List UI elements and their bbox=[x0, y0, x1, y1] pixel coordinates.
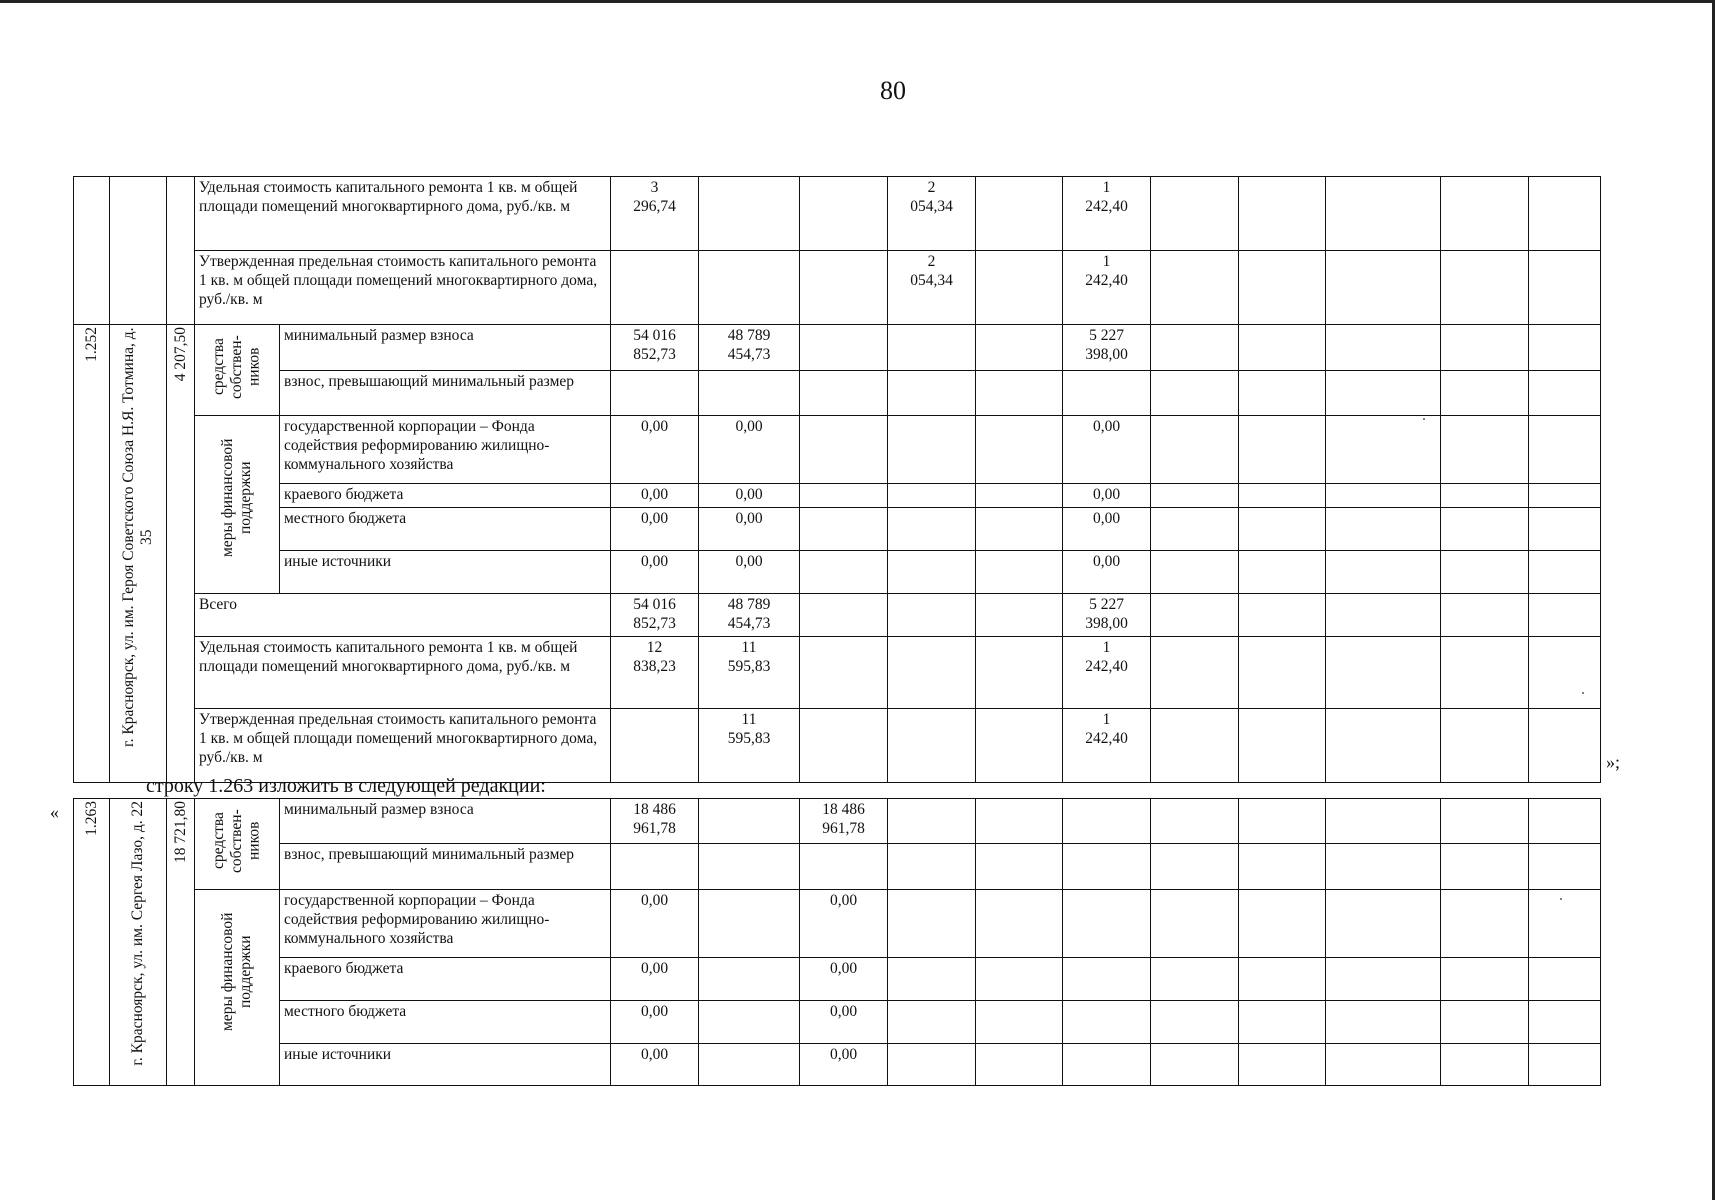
empty-cell bbox=[1151, 483, 1239, 507]
empty-cell bbox=[1151, 889, 1239, 957]
empty-cell bbox=[1529, 177, 1601, 251]
empty-cell bbox=[1326, 251, 1441, 325]
empty-cell bbox=[1529, 957, 1601, 1000]
empty-cell bbox=[1239, 483, 1326, 507]
empty-cell bbox=[1151, 177, 1239, 251]
amount-cell bbox=[1063, 370, 1151, 415]
empty-cell bbox=[1441, 844, 1529, 889]
amount-cell: 2 054,34 bbox=[888, 251, 976, 325]
amount-cell bbox=[976, 1043, 1063, 1085]
empty-cell bbox=[1239, 593, 1326, 636]
empty-cell bbox=[1326, 799, 1441, 844]
table-row bbox=[74, 507, 1601, 550]
amount-cell bbox=[976, 370, 1063, 415]
row-label: иные источники bbox=[280, 550, 611, 593]
empty-cell bbox=[1529, 844, 1601, 889]
owners-group-cell bbox=[195, 799, 280, 890]
table-row bbox=[74, 550, 1601, 593]
amount-cell: 0,00 bbox=[800, 1043, 888, 1085]
amount-cell bbox=[976, 507, 1063, 550]
entry-address-cell bbox=[110, 325, 167, 783]
empty-cell bbox=[1239, 415, 1326, 483]
empty-cell bbox=[1529, 889, 1601, 957]
empty-cell bbox=[1441, 799, 1529, 844]
entry-address: г. Красноярск, ул. им. Сергея Лазо, д. 22 bbox=[129, 801, 147, 1066]
amount-cell: 54 016 852,73 bbox=[611, 325, 699, 371]
carry-area-cell bbox=[167, 177, 195, 325]
amount-cell bbox=[1063, 1043, 1151, 1085]
scan-speck bbox=[1560, 898, 1562, 900]
amount-cell: 18 486 961,78 bbox=[800, 799, 888, 844]
amount-cell: 0,00 bbox=[611, 483, 699, 507]
empty-cell bbox=[1529, 550, 1601, 593]
amount-cell bbox=[611, 370, 699, 415]
amount-cell bbox=[1063, 844, 1151, 889]
empty-cell bbox=[1239, 708, 1326, 782]
entry-area-cell bbox=[167, 325, 195, 783]
amount-cell: 1 242,40 bbox=[1063, 708, 1151, 782]
repair-plan-table-1263 bbox=[73, 798, 1601, 1086]
empty-cell bbox=[1441, 1043, 1529, 1085]
empty-cell bbox=[1151, 1043, 1239, 1085]
table-row bbox=[74, 1043, 1601, 1085]
amount-cell: 0,00 bbox=[699, 507, 800, 550]
empty-cell bbox=[1441, 177, 1529, 251]
empty-cell bbox=[1529, 799, 1601, 844]
entry-area-cell bbox=[167, 799, 195, 1086]
carry-address-cell bbox=[110, 177, 167, 325]
empty-cell bbox=[1239, 550, 1326, 593]
amount-cell: 2 054,34 bbox=[888, 177, 976, 251]
row-label: государственной корпорации – Фонда содействия реформированию жилищно-коммунального хозяйства bbox=[280, 415, 611, 483]
table-row bbox=[74, 1000, 1601, 1043]
empty-cell bbox=[1529, 370, 1601, 415]
amount-cell bbox=[699, 844, 800, 889]
amount-cell bbox=[888, 507, 976, 550]
empty-cell bbox=[1441, 370, 1529, 415]
empty-cell bbox=[1441, 708, 1529, 782]
empty-cell bbox=[1326, 177, 1441, 251]
empty-cell bbox=[1441, 1000, 1529, 1043]
empty-cell bbox=[1151, 251, 1239, 325]
empty-cell bbox=[1151, 799, 1239, 844]
empty-cell bbox=[1239, 957, 1326, 1000]
amount-cell bbox=[976, 636, 1063, 708]
empty-cell bbox=[1326, 507, 1441, 550]
row-label: Всего bbox=[195, 593, 611, 636]
empty-cell bbox=[1529, 415, 1601, 483]
empty-cell bbox=[1529, 1000, 1601, 1043]
empty-cell bbox=[1441, 483, 1529, 507]
entry-address-cell bbox=[110, 799, 167, 1086]
amount-cell bbox=[888, 1043, 976, 1085]
amount-cell bbox=[888, 799, 976, 844]
amount-cell: 11 595,83 bbox=[699, 708, 800, 782]
empty-cell bbox=[1239, 370, 1326, 415]
empty-cell bbox=[1151, 1000, 1239, 1043]
amount-cell bbox=[976, 708, 1063, 782]
amount-cell: 54 016 852,73 bbox=[611, 593, 699, 636]
amount-cell bbox=[888, 708, 976, 782]
opening-quote: « bbox=[50, 802, 59, 822]
empty-cell bbox=[1326, 1043, 1441, 1085]
amount-cell bbox=[976, 177, 1063, 251]
amount-cell bbox=[976, 889, 1063, 957]
amount-cell: 0,00 bbox=[611, 1000, 699, 1043]
amount-cell bbox=[800, 177, 888, 251]
amount-cell bbox=[888, 889, 976, 957]
amount-cell bbox=[888, 370, 976, 415]
amount-cell: 0,00 bbox=[611, 957, 699, 1000]
entry-number: 1.263 bbox=[82, 801, 100, 836]
table-row bbox=[74, 483, 1601, 507]
amount-cell bbox=[888, 636, 976, 708]
empty-cell bbox=[1529, 483, 1601, 507]
amount-cell: 48 789 454,73 bbox=[699, 593, 800, 636]
row-label: минимальный размер взноса bbox=[280, 325, 611, 371]
amount-cell bbox=[1063, 799, 1151, 844]
empty-cell bbox=[1326, 370, 1441, 415]
row-label: местного бюджета bbox=[280, 507, 611, 550]
empty-cell bbox=[1151, 636, 1239, 708]
amount-cell: 0,00 bbox=[611, 889, 699, 957]
amount-cell bbox=[800, 507, 888, 550]
empty-cell bbox=[1326, 415, 1441, 483]
amount-cell bbox=[699, 251, 800, 325]
support-group-label: меры финансовой поддержки bbox=[219, 438, 254, 558]
empty-cell bbox=[1529, 636, 1601, 708]
support-group-cell bbox=[195, 415, 280, 593]
empty-cell bbox=[1239, 1000, 1326, 1043]
amount-cell bbox=[699, 1000, 800, 1043]
amount-cell bbox=[611, 251, 699, 325]
empty-cell bbox=[1529, 507, 1601, 550]
amount-cell: 12 838,23 bbox=[611, 636, 699, 708]
empty-cell bbox=[1151, 593, 1239, 636]
support-group-cell bbox=[195, 889, 280, 1085]
empty-cell bbox=[1239, 251, 1326, 325]
amount-cell bbox=[699, 370, 800, 415]
amount-cell bbox=[888, 844, 976, 889]
empty-cell bbox=[1151, 708, 1239, 782]
empty-cell bbox=[1151, 844, 1239, 889]
entry-area: 4 207,50 bbox=[171, 327, 189, 382]
empty-cell bbox=[1441, 636, 1529, 708]
row-label: минимальный размер взноса bbox=[280, 799, 611, 844]
empty-cell bbox=[1326, 889, 1441, 957]
empty-cell bbox=[1326, 325, 1441, 371]
empty-cell bbox=[1441, 957, 1529, 1000]
empty-cell bbox=[1529, 708, 1601, 782]
row-label: местного бюджета bbox=[280, 1000, 611, 1043]
empty-cell bbox=[1239, 325, 1326, 371]
row-label: Утвержденная предельная стоимость капитального ремонта 1 кв. м общей площади помещений многоквартирного дома, руб./кв. м bbox=[195, 251, 611, 325]
amount-cell: 0,00 bbox=[699, 483, 800, 507]
empty-cell bbox=[1529, 251, 1601, 325]
amount-cell: 48 789 454,73 bbox=[699, 325, 800, 371]
amount-cell bbox=[699, 889, 800, 957]
table-row bbox=[74, 177, 1601, 251]
amount-cell bbox=[888, 550, 976, 593]
empty-cell bbox=[1151, 415, 1239, 483]
row-label: краевого бюджета bbox=[280, 957, 611, 1000]
entry-number-cell bbox=[74, 325, 110, 783]
empty-cell bbox=[1326, 1000, 1441, 1043]
support-group-label: меры финансовой поддержки bbox=[219, 912, 254, 1032]
amount-cell bbox=[699, 1043, 800, 1085]
amount-cell bbox=[800, 844, 888, 889]
amount-cell bbox=[976, 415, 1063, 483]
entry-number: 1.252 bbox=[82, 327, 100, 362]
amount-cell: 0,00 bbox=[611, 415, 699, 483]
table-row bbox=[74, 708, 1601, 782]
empty-cell bbox=[1239, 507, 1326, 550]
row-label: Утвержденная предельная стоимость капитального ремонта 1 кв. м общей площади помещений многоквартирного дома, руб./кв. м bbox=[195, 708, 611, 782]
amount-cell: 5 227 398,00 bbox=[1063, 325, 1151, 371]
owners-group-label: средства собствен-ников bbox=[210, 335, 263, 399]
amount-cell bbox=[976, 325, 1063, 371]
empty-cell bbox=[1441, 415, 1529, 483]
scan-speck bbox=[1423, 418, 1425, 420]
table-row bbox=[74, 799, 1601, 844]
amount-cell bbox=[976, 483, 1063, 507]
empty-cell bbox=[1529, 325, 1601, 371]
entry-number-cell bbox=[74, 799, 110, 1086]
amount-cell bbox=[976, 251, 1063, 325]
empty-cell bbox=[1326, 957, 1441, 1000]
empty-cell bbox=[1441, 593, 1529, 636]
owners-group-cell bbox=[195, 325, 280, 416]
empty-cell bbox=[1239, 799, 1326, 844]
amount-cell bbox=[699, 799, 800, 844]
amount-cell: 3 296,74 bbox=[611, 177, 699, 251]
amount-cell: 5 227 398,00 bbox=[1063, 593, 1151, 636]
amount-cell bbox=[800, 370, 888, 415]
amount-cell bbox=[888, 1000, 976, 1043]
amount-cell bbox=[888, 325, 976, 371]
amount-cell bbox=[611, 844, 699, 889]
row-label: краевого бюджета bbox=[280, 483, 611, 507]
amount-cell: 1 242,40 bbox=[1063, 177, 1151, 251]
amount-cell: 0,00 bbox=[1063, 550, 1151, 593]
empty-cell bbox=[1441, 325, 1529, 371]
amount-cell: 0,00 bbox=[699, 550, 800, 593]
empty-cell bbox=[1151, 370, 1239, 415]
empty-cell bbox=[1151, 957, 1239, 1000]
entry-area: 18 721,80 bbox=[171, 801, 189, 863]
amount-cell bbox=[699, 957, 800, 1000]
amount-cell bbox=[976, 593, 1063, 636]
amount-cell: 0,00 bbox=[800, 957, 888, 1000]
amount-cell: 0,00 bbox=[611, 1043, 699, 1085]
empty-cell bbox=[1326, 844, 1441, 889]
amount-cell: 0,00 bbox=[800, 1000, 888, 1043]
amount-cell bbox=[800, 325, 888, 371]
amount-cell: 0,00 bbox=[1063, 483, 1151, 507]
empty-cell bbox=[1239, 177, 1326, 251]
empty-cell bbox=[1441, 550, 1529, 593]
amount-cell: 0,00 bbox=[1063, 507, 1151, 550]
empty-cell bbox=[1529, 593, 1601, 636]
table-row bbox=[74, 844, 1601, 889]
table-row bbox=[74, 415, 1601, 483]
row-label: иные источники bbox=[280, 1043, 611, 1085]
scan-edge-top bbox=[0, 0, 1715, 3]
closing-quote: »; bbox=[1606, 752, 1621, 772]
amount-cell: 1 242,40 bbox=[1063, 636, 1151, 708]
amount-cell bbox=[699, 177, 800, 251]
amount-cell bbox=[976, 799, 1063, 844]
amount-cell bbox=[1063, 1000, 1151, 1043]
amount-cell bbox=[976, 844, 1063, 889]
amount-cell bbox=[888, 483, 976, 507]
row-label: государственной корпорации – Фонда содействия реформированию жилищно-коммунального хозяйства bbox=[280, 889, 611, 957]
amount-cell bbox=[800, 636, 888, 708]
amount-cell: 0,00 bbox=[800, 889, 888, 957]
edit-instruction: строку 1.263 изложить в следующей редакции: bbox=[146, 775, 546, 797]
amount-cell: 0,00 bbox=[699, 415, 800, 483]
table-row bbox=[74, 889, 1601, 957]
table-row bbox=[74, 957, 1601, 1000]
empty-cell bbox=[1151, 507, 1239, 550]
amount-cell bbox=[976, 550, 1063, 593]
amount-cell bbox=[888, 415, 976, 483]
empty-cell bbox=[1239, 1043, 1326, 1085]
entry-address: г. Красноярск, ул. им. Героя Советского Союза Н.Я. Тотмина, д. 35 bbox=[120, 327, 155, 747]
empty-cell bbox=[1441, 889, 1529, 957]
empty-cell bbox=[1151, 325, 1239, 371]
row-label: Удельная стоимость капитального ремонта 1 кв. м общей площади помещений многоквартирного дома, руб./кв. м bbox=[195, 177, 611, 251]
scan-speck bbox=[1582, 692, 1584, 694]
row-label: взнос, превышающий минимальный размер bbox=[280, 370, 611, 415]
amount-cell: 0,00 bbox=[611, 550, 699, 593]
amount-cell bbox=[800, 550, 888, 593]
table-row bbox=[74, 325, 1601, 371]
row-label: взнос, превышающий минимальный размер bbox=[280, 844, 611, 889]
amount-cell bbox=[611, 708, 699, 782]
amount-cell: 0,00 bbox=[611, 507, 699, 550]
table-row bbox=[74, 370, 1601, 415]
empty-cell bbox=[1326, 593, 1441, 636]
amount-cell: 11 595,83 bbox=[699, 636, 800, 708]
amount-cell bbox=[976, 1000, 1063, 1043]
amount-cell bbox=[976, 957, 1063, 1000]
amount-cell bbox=[1063, 889, 1151, 957]
table-row bbox=[74, 251, 1601, 325]
empty-cell bbox=[1326, 708, 1441, 782]
empty-cell bbox=[1441, 251, 1529, 325]
amount-cell bbox=[888, 957, 976, 1000]
table-row bbox=[74, 593, 1601, 636]
carry-number-cell bbox=[74, 177, 110, 325]
amount-cell bbox=[800, 593, 888, 636]
table-row bbox=[74, 636, 1601, 708]
amount-cell: 18 486 961,78 bbox=[611, 799, 699, 844]
empty-cell bbox=[1239, 636, 1326, 708]
amount-cell bbox=[888, 593, 976, 636]
amount-cell bbox=[800, 483, 888, 507]
page-number: 80 bbox=[880, 76, 906, 105]
amount-cell bbox=[800, 708, 888, 782]
empty-cell bbox=[1151, 550, 1239, 593]
repair-plan-table-1252 bbox=[73, 176, 1601, 783]
empty-cell bbox=[1441, 507, 1529, 550]
amount-cell bbox=[800, 251, 888, 325]
amount-cell: 0,00 bbox=[1063, 415, 1151, 483]
amount-cell bbox=[1063, 957, 1151, 1000]
empty-cell bbox=[1326, 636, 1441, 708]
empty-cell bbox=[1239, 889, 1326, 957]
empty-cell bbox=[1326, 483, 1441, 507]
amount-cell: 1 242,40 bbox=[1063, 251, 1151, 325]
owners-group-label: средства собствен-ников bbox=[210, 809, 263, 873]
empty-cell bbox=[1529, 1043, 1601, 1085]
empty-cell bbox=[1239, 844, 1326, 889]
amount-cell bbox=[800, 415, 888, 483]
empty-cell bbox=[1326, 550, 1441, 593]
row-label: Удельная стоимость капитального ремонта 1 кв. м общей площади помещений многоквартирного дома, руб./кв. м bbox=[195, 636, 611, 708]
